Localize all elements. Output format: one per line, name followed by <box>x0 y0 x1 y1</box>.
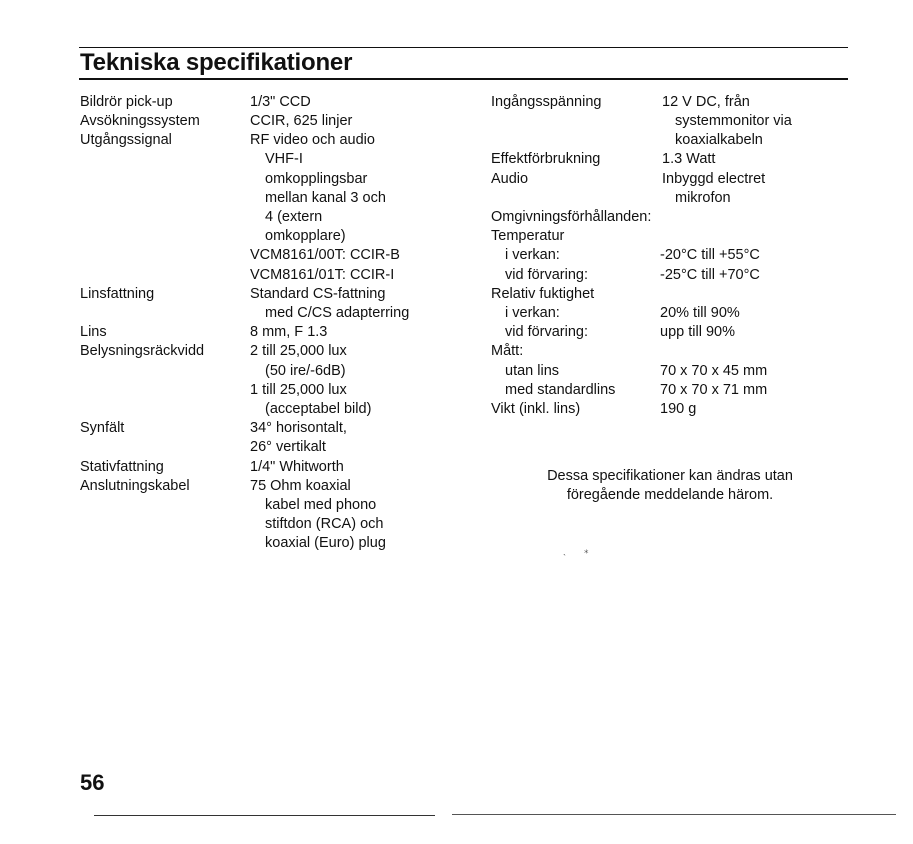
spec-label-weight: Vikt (inkl. lins) <box>491 401 581 417</box>
spec-label-audio: Audio <box>491 171 529 187</box>
bottom-rule <box>452 814 896 815</box>
spec-value-line: -20°C till +55°C <box>660 247 760 263</box>
spec-value-line: systemmonitor via <box>675 113 792 129</box>
spec-label-humidity-operating: i verkan: <box>505 305 560 321</box>
spec-value-line: VCM8161/01T: CCIR-I <box>250 267 395 283</box>
spec-label-output-signal: Utgångssignal <box>80 132 172 148</box>
spec-value-line: omkopplare) <box>265 228 346 244</box>
spec-value-line: 8 mm, F 1.3 <box>250 324 328 340</box>
spec-value-line: Inbyggd electret <box>662 171 766 187</box>
spec-value-line: 1.3 Watt <box>662 151 716 167</box>
spec-label-relative-humidity: Relativ fuktighet <box>491 286 595 302</box>
scan-speck: ` <box>563 553 566 563</box>
footnote: Dessa specifikationer kan ändras utan föregående meddelande härom. <box>547 468 793 504</box>
spec-label-input-voltage: Ingångsspänning <box>491 94 602 110</box>
spec-value-line: upp till 90% <box>660 324 735 340</box>
spec-value-line: 4 (extern <box>265 209 323 225</box>
spec-value-line: omkopplingsbar <box>265 171 368 187</box>
spec-label-tripod-mount: Stativfattning <box>80 459 164 475</box>
spec-value-line: 20% till 90% <box>660 305 740 321</box>
spec-label-temp-storage: vid förvaring: <box>505 267 589 283</box>
spec-value-line: mellan kanal 3 och <box>265 190 386 206</box>
spec-value-line: 34° horisontalt, <box>250 420 347 436</box>
spec-value-line: 2 till 25,000 lux <box>250 343 347 359</box>
scan-speck: ⁎ <box>584 545 589 555</box>
spec-label-dimensions: Mått: <box>491 343 524 359</box>
spec-label-temp-operating: i verkan: <box>505 247 560 263</box>
spec-value-line: CCIR, 625 linjer <box>250 113 353 129</box>
page-title: Tekniska specifikationer <box>80 49 353 76</box>
spec-value-line: VCM8161/00T: CCIR-B <box>250 247 400 263</box>
spec-value-line: 190 g <box>660 401 697 417</box>
spec-value-line: 26° vertikalt <box>250 439 326 455</box>
title-underline <box>79 78 848 80</box>
spec-label-humidity-storage: vid förvaring: <box>505 324 589 340</box>
spec-label-without-lens: utan lins <box>505 363 560 379</box>
spec-value-line: Standard CS-fattning <box>250 286 386 302</box>
spec-value-line: (acceptabel bild) <box>265 401 372 417</box>
spec-value-line: med C/CS adapterring <box>265 305 410 321</box>
spec-value-line: 75 Ohm koaxial <box>250 478 351 494</box>
spec-label-scan-system: Avsökningssystem <box>80 113 200 129</box>
spec-label-illumination-range: Belysningsräckvidd <box>80 343 205 359</box>
spec-label-pickup: Bildrör pick-up <box>80 94 173 110</box>
spec-value-line: 1 till 25,000 lux <box>250 382 347 398</box>
spec-label-lens: Lins <box>80 324 107 340</box>
page-number: 56 <box>80 770 105 795</box>
spec-value-line: stiftdon (RCA) och <box>265 516 384 532</box>
spec-label-connection-cable: Anslutningskabel <box>80 478 190 494</box>
spec-label-with-standard-lens: med standardlins <box>505 382 616 398</box>
spec-value-line: 1/3" CCD <box>250 94 311 110</box>
spec-value-line: -25°C till +70°C <box>660 267 760 283</box>
spec-label-temperature: Temperatur <box>491 228 565 244</box>
spec-value-line: (50 ire/-6dB) <box>265 363 346 379</box>
spec-label-ambient-conditions: Omgivningsförhållanden: <box>491 209 652 225</box>
spec-value-line: mikrofon <box>675 190 731 206</box>
spec-value-line: 12 V DC, från <box>662 94 750 110</box>
spec-value-line: koaxialkabeln <box>675 132 763 148</box>
spec-value-line: VHF-I <box>265 151 303 167</box>
spec-value-line: koaxial (Euro) plug <box>265 535 386 551</box>
spec-label-lens-mount: Linsfattning <box>80 286 155 302</box>
spec-value-line: 70 x 70 x 71 mm <box>660 382 768 398</box>
bottom-rule <box>94 815 435 816</box>
spec-value-line: 1/4" Whitworth <box>250 459 344 475</box>
spec-value-line: 70 x 70 x 45 mm <box>660 363 768 379</box>
spec-label-field-of-view: Synfält <box>80 420 125 436</box>
spec-value-line: RF video och audio <box>250 132 375 148</box>
spec-label-power-consumption: Effektförbrukning <box>491 151 601 167</box>
spec-value-line: kabel med phono <box>265 497 377 513</box>
